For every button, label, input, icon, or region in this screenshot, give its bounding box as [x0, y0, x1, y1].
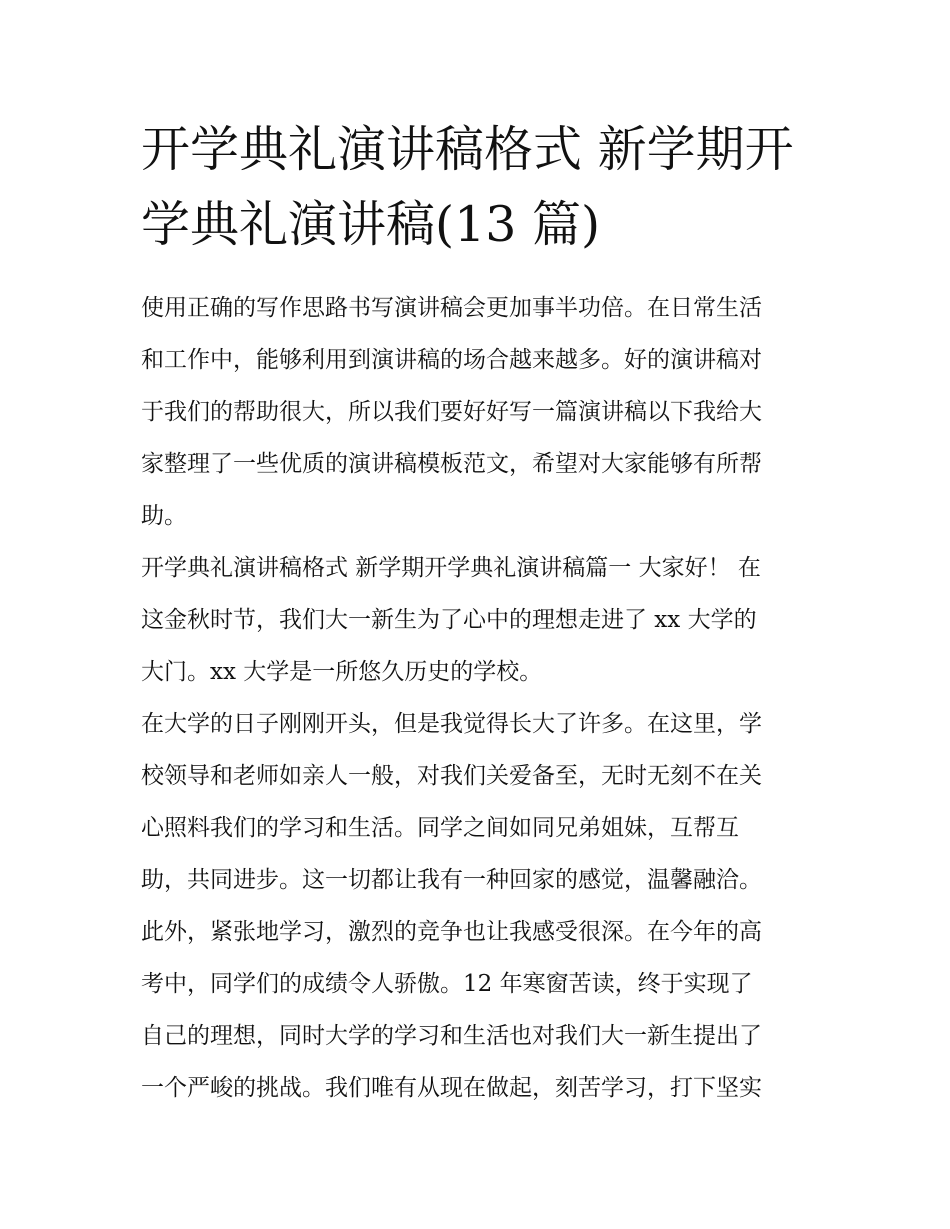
document-page	[141, 112, 816, 1114]
title-line-2: 学典礼演讲稿(13 篇)	[141, 196, 601, 253]
text-line: 大门。xx 大学是一所悠久历史的学校。	[141, 659, 543, 685]
paragraph-speech-opening	[141, 542, 816, 698]
paragraph-intro	[141, 282, 816, 542]
text-line: 在大学的日子刚刚开头，但是我觉得长大了许多。在这里，学	[141, 711, 762, 737]
text-line: 自己的理想，同时大学的学习和生活也对我们大一新生提出了	[141, 1023, 762, 1049]
text-line: 一个严峻的挑战。我们唯有从现在做起，刻苦学习，打下坚实	[141, 1075, 762, 1101]
text-line: 开学典礼演讲稿格式 新学期开学典礼演讲稿篇一 大家好！ 在	[141, 555, 761, 581]
text-line: 此外，紧张地学习，激烈的竞争也让我感受很深。在今年的高	[141, 919, 762, 945]
document-title	[141, 112, 816, 262]
text-line: 和工作中，能够利用到演讲稿的场合越来越多。好的演讲稿对	[141, 347, 762, 373]
text-line: 考中，同学们的成绩令人骄傲。12 年寒窗苦读，终于实现了	[141, 971, 753, 997]
text-line: 助。	[141, 503, 187, 529]
text-line: 校领导和老师如亲人一般，对我们关爱备至，无时无刻不在关	[141, 763, 762, 789]
paragraph-university-life	[141, 698, 816, 1114]
text-line: 家整理了一些优质的演讲稿模板范文，希望对大家能够有所帮	[141, 451, 762, 477]
text-line: 心照料我们的学习和生活。同学之间如同兄弟姐妹，互帮互	[141, 815, 739, 841]
document-body	[141, 282, 816, 1114]
title-line-1: 开学典礼演讲稿格式 新学期开	[141, 121, 794, 178]
text-line: 助，共同进步。这一切都让我有一种回家的感觉，温馨融洽。	[141, 867, 762, 893]
text-line: 使用正确的写作思路书写演讲稿会更加事半功倍。在日常生活	[141, 295, 762, 321]
text-line: 于我们的帮助很大，所以我们要好好写一篇演讲稿以下我给大	[141, 399, 762, 425]
text-line: 这金秋时节，我们大一新生为了心中的理想走进了 xx 大学的	[141, 607, 757, 633]
